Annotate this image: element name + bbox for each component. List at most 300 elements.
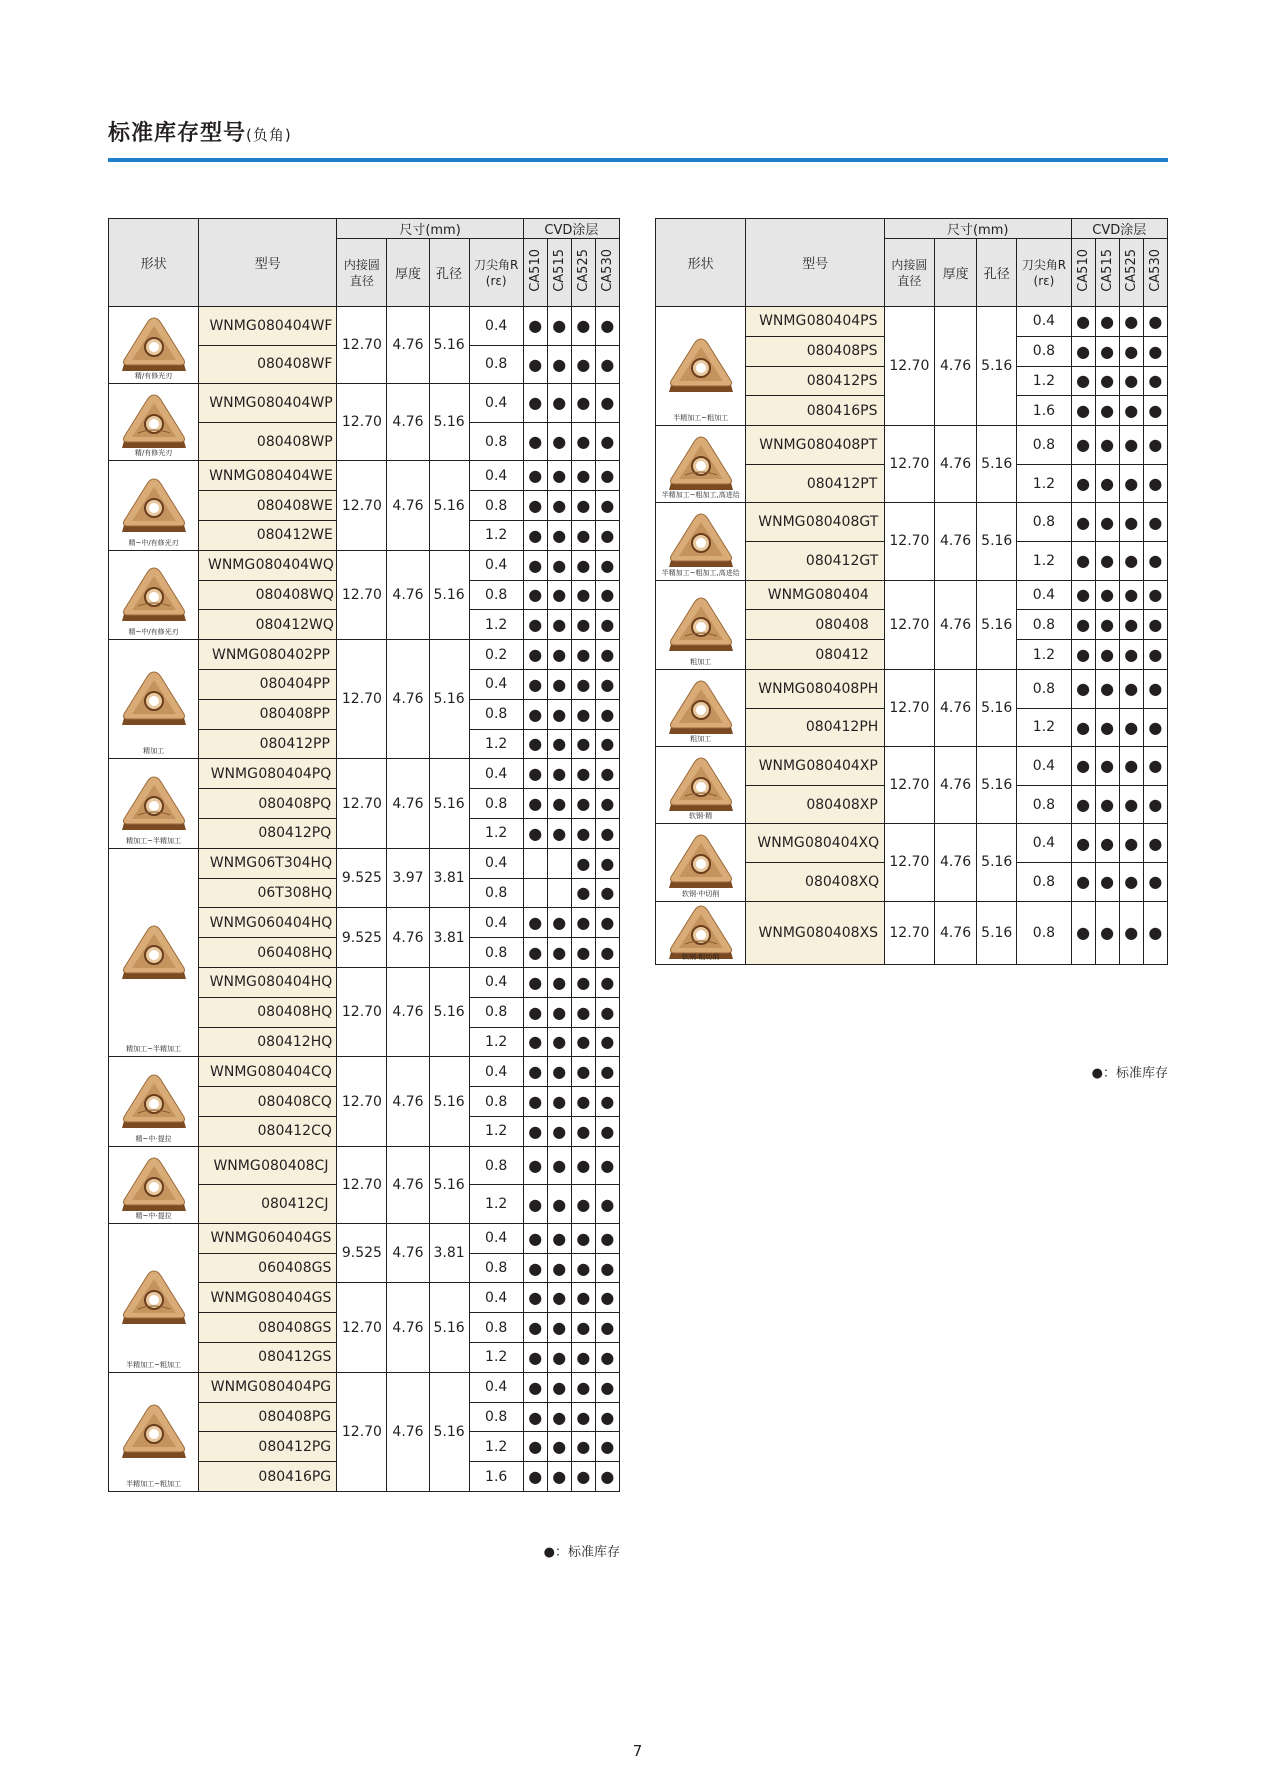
model-code: 080408GT [805, 514, 879, 531]
insert-image [114, 564, 194, 626]
model-cell [199, 1432, 337, 1462]
stock-dot: ● [571, 461, 595, 491]
corner-radius-value: 1.2 [1017, 541, 1071, 580]
stock-dot: ● [547, 1462, 571, 1492]
page-number: 7 [632, 1742, 643, 1760]
stock-dot: ● [1119, 464, 1143, 503]
model-code: 080408WP [256, 433, 333, 450]
model-code: 080404WQ [255, 557, 334, 574]
insert-shape-caption: 精~中/有修光刃 [128, 538, 179, 547]
corner-radius-value: 1.2 [1017, 366, 1071, 396]
model-code: 080404WE [256, 467, 333, 484]
stock-dot: ● [1119, 426, 1143, 465]
header-inscribed: 内接圆直径 [337, 239, 387, 307]
stock-dot: ● [1143, 336, 1167, 366]
model-cell [746, 366, 885, 396]
insert-shape-cell [109, 1146, 199, 1223]
stock-dot: ● [571, 908, 595, 938]
stock-dot: ● [1095, 396, 1119, 426]
hole-diameter-value: 5.16 [429, 1057, 469, 1146]
stock-dot: ● [547, 550, 571, 580]
corner-radius-value: 0.8 [469, 1253, 523, 1283]
stock-dot: ● [571, 1343, 595, 1373]
thickness-value: 4.76 [935, 747, 977, 824]
insert-row [109, 640, 620, 670]
model-prefix: WNMG [209, 317, 257, 334]
model-code: 080408HQ [257, 1004, 333, 1021]
insert-shape-cell [656, 307, 746, 426]
insert-shape-caption: 精~中·提拉 [135, 1211, 172, 1220]
insert-image [661, 594, 741, 656]
model-code: 080412PS [806, 372, 878, 389]
stock-empty [547, 878, 571, 908]
thickness-value: 4.76 [387, 461, 429, 550]
header-grade-ca515 [1095, 239, 1119, 307]
header-model: 型号 [199, 219, 337, 307]
model-code: 080404PG [258, 1379, 332, 1396]
insert-image [114, 1267, 194, 1329]
corner-radius-value: 1.2 [1017, 640, 1071, 670]
stock-dot: ● [1143, 640, 1167, 670]
insert-shape-caption: 半精加工~粗加工 [126, 1480, 182, 1489]
stock-dot: ● [523, 789, 547, 819]
inscribed-circle-value: 12.70 [884, 580, 934, 669]
stock-dot: ● [523, 1432, 547, 1462]
corner-radius-value: 0.8 [469, 789, 523, 819]
stock-dot: ● [571, 669, 595, 699]
insert-image [114, 1071, 194, 1133]
header-grade-ca530 [1143, 239, 1167, 307]
header-shape: 形状 [656, 219, 746, 307]
stock-dot: ● [1119, 503, 1143, 542]
stock-dot: ● [547, 1372, 571, 1402]
corner-radius-value: 1.2 [469, 520, 523, 550]
insert-shape-cell [109, 1057, 199, 1146]
stock-dot: ● [547, 759, 571, 789]
stock-dot: ● [1143, 366, 1167, 396]
stock-dot: ● [1071, 396, 1095, 426]
stock-dot: ● [595, 1372, 619, 1402]
stock-dot: ● [1071, 669, 1095, 708]
corner-radius-value: 0.8 [469, 997, 523, 1027]
thickness-value: 4.76 [935, 824, 977, 901]
header-corner-radius: 刀尖角R (rε) [1017, 239, 1071, 307]
thickness-value: 4.76 [935, 503, 977, 580]
stock-dot: ● [595, 1402, 619, 1432]
model-code: 080408WE [256, 497, 333, 514]
insert-shape-cell [109, 461, 199, 550]
stock-dot: ● [571, 729, 595, 759]
header-grade-ca525 [571, 239, 595, 307]
model-cell [199, 908, 337, 938]
grade-label: CA515 [1099, 249, 1115, 292]
stock-dot: ● [571, 789, 595, 819]
stock-dot: ● [595, 729, 619, 759]
inscribed-circle-value: 12.70 [337, 461, 387, 550]
model-cell [746, 503, 885, 542]
header-inscribed: 内接圆直径 [884, 239, 934, 307]
hole-diameter-value: 5.16 [429, 967, 469, 1056]
model-cell [199, 1027, 337, 1057]
model-cell [746, 640, 885, 670]
stock-dot: ● [1143, 610, 1167, 640]
stock-dot: ● [595, 1343, 619, 1373]
grade-label: CA530 [1147, 249, 1163, 292]
stock-empty [523, 848, 547, 878]
stock-dot: ● [595, 1462, 619, 1492]
model-cell [746, 464, 885, 503]
stock-dot: ● [523, 1313, 547, 1343]
stock-dot: ● [595, 818, 619, 848]
insert-shape-caption: 粗加工 [690, 657, 712, 666]
corner-radius-value: 0.4 [469, 759, 523, 789]
corner-radius-value: 0.4 [469, 384, 523, 423]
stock-dot: ● [1119, 862, 1143, 901]
model-prefix: WNMG [209, 974, 257, 991]
stock-dot: ● [595, 491, 619, 521]
title-subtitle: (负角) [246, 126, 292, 144]
model-cell [746, 901, 885, 964]
header-size: 尺寸(mm) [337, 219, 523, 239]
model-cell [199, 1283, 337, 1313]
model-code: 080412 [815, 646, 869, 663]
stock-dot: ● [1071, 824, 1095, 863]
corner-radius-value: 0.8 [469, 491, 523, 521]
grade-label: CA515 [551, 249, 567, 292]
stock-dot: ● [1119, 336, 1143, 366]
insert-row [109, 550, 620, 580]
model-cell [199, 848, 337, 878]
insert-shape-caption: 软钢·粗切削 [682, 952, 720, 961]
stock-dot: ● [595, 878, 619, 908]
model-cell [199, 1087, 337, 1117]
model-cell [746, 785, 885, 824]
model-code: 080408WF [257, 356, 333, 373]
insert-row [109, 1146, 620, 1185]
stock-dot: ● [523, 729, 547, 759]
stock-dot: ● [523, 580, 547, 610]
corner-radius-value: 0.4 [1017, 307, 1071, 337]
inscribed-circle-value: 12.70 [337, 1057, 387, 1146]
inscribed-circle-value: 12.70 [337, 384, 387, 461]
header-cvd-coating: CVD涂层 [1071, 219, 1167, 239]
model-prefix: WNMG [759, 313, 807, 330]
stock-dot: ● [523, 1027, 547, 1057]
stock-dot: ● [1143, 464, 1167, 503]
model-cell [746, 610, 885, 640]
model-cell [199, 1146, 337, 1185]
stock-dot: ● [523, 1146, 547, 1185]
model-cell [199, 818, 337, 848]
model-cell [199, 1223, 337, 1253]
stock-dot: ● [595, 422, 619, 461]
model-code: 080408CJ [261, 1157, 329, 1174]
stock-dot: ● [595, 1253, 619, 1283]
stock-dot: ● [1143, 708, 1167, 747]
stock-dot: ● [595, 1087, 619, 1117]
stock-dot: ● [547, 1283, 571, 1313]
stock-dot: ● [1143, 785, 1167, 824]
model-cell [199, 491, 337, 521]
hole-diameter-value: 5.16 [429, 461, 469, 550]
insert-row [656, 669, 1168, 708]
stock-dot: ● [571, 1372, 595, 1402]
model-code: 080408 [815, 616, 869, 633]
stock-dot: ● [571, 1146, 595, 1185]
insert-shape-cell [656, 580, 746, 669]
corner-radius-value: 0.8 [1017, 862, 1071, 901]
stock-dot: ● [595, 938, 619, 968]
stock-dot: ● [571, 848, 595, 878]
stock-dot: ● [571, 1462, 595, 1492]
hole-diameter-value: 5.16 [429, 550, 469, 639]
model-code: 080416PS [806, 402, 878, 419]
corner-radius-value: 0.4 [469, 1223, 523, 1253]
insert-shape-cell [109, 384, 199, 461]
corner-radius-value: 0.4 [469, 848, 523, 878]
model-code: 060408HQ [257, 944, 333, 961]
header-shape: 形状 [109, 219, 199, 307]
stock-dot: ● [571, 1116, 595, 1146]
stock-dot: ● [595, 461, 619, 491]
corner-radius-value: 1.2 [469, 1027, 523, 1057]
stock-dot: ● [595, 1116, 619, 1146]
stock-dot: ● [571, 640, 595, 670]
stock-dot: ● [1095, 336, 1119, 366]
inscribed-circle-value: 12.70 [884, 669, 934, 746]
stock-dot: ● [1143, 901, 1167, 964]
model-cell [746, 747, 885, 786]
header-grade-ca510 [523, 239, 547, 307]
header-cvd-coating: CVD涂层 [523, 219, 619, 239]
inscribed-circle-value: 12.70 [337, 1146, 387, 1223]
inscribed-circle-value: 12.70 [337, 640, 387, 759]
stock-dot: ● [1095, 824, 1119, 863]
stock-dot: ● [523, 1185, 547, 1224]
model-cell [199, 422, 337, 461]
hole-diameter-value: 5.16 [977, 307, 1017, 426]
stock-dot: ● [1071, 307, 1095, 337]
stock-dot: ● [523, 550, 547, 580]
stock-dot: ● [523, 461, 547, 491]
insert-shape-cell [656, 503, 746, 580]
model-code: 080404PQ [258, 765, 332, 782]
corner-radius-value: 0.4 [469, 908, 523, 938]
model-code: 080404 [815, 586, 869, 603]
stock-dot: ● [547, 1253, 571, 1283]
hole-diameter-value: 5.16 [429, 307, 469, 384]
corner-radius-value: 0.8 [1017, 785, 1071, 824]
insert-image [114, 475, 194, 537]
model-code: 080404CQ [257, 1063, 332, 1080]
hole-diameter-value: 5.16 [977, 669, 1017, 746]
stock-dot: ● [595, 789, 619, 819]
stock-dot: ● [547, 1223, 571, 1253]
stock-dot: ● [547, 384, 571, 423]
stock-dot: ● [547, 1402, 571, 1432]
thickness-value: 4.76 [387, 384, 429, 461]
model-cell [199, 878, 337, 908]
thickness-value: 4.76 [935, 307, 977, 426]
stock-dot: ● [523, 1253, 547, 1283]
model-code: 080408GS [258, 1319, 332, 1336]
model-cell [199, 669, 337, 699]
hole-diameter-value: 5.16 [977, 901, 1017, 964]
inscribed-circle-value: 12.70 [884, 426, 934, 503]
thickness-value: 4.76 [387, 967, 429, 1056]
insert-row [109, 1223, 620, 1253]
model-prefix: WNMG [759, 436, 807, 453]
hole-diameter-value: 5.16 [429, 759, 469, 848]
insert-image [661, 433, 741, 495]
model-code: 080408PP [259, 706, 330, 723]
stock-dot: ● [547, 669, 571, 699]
corner-radius-value: 0.8 [469, 1146, 523, 1185]
stock-dot: ● [571, 1432, 595, 1462]
model-cell [199, 789, 337, 819]
model-code: 080412PG [258, 1438, 332, 1455]
inscribed-circle-value: 12.70 [884, 747, 934, 824]
model-prefix: WNMG [758, 757, 806, 774]
model-code: 080412HQ [257, 1033, 333, 1050]
model-cell [199, 1057, 337, 1087]
stock-dot: ● [595, 580, 619, 610]
model-code: 060404GS [258, 1230, 332, 1247]
stock-dot: ● [571, 699, 595, 729]
stock-dot: ● [1095, 426, 1119, 465]
thickness-value: 4.76 [387, 1372, 429, 1491]
model-code: 080412WQ [255, 616, 334, 633]
grade-label: CA530 [599, 249, 615, 292]
hole-diameter-value: 3.81 [429, 1223, 469, 1283]
stock-dot: ● [571, 1027, 595, 1057]
stock-dot: ● [523, 967, 547, 997]
stock-dot: ● [571, 1223, 595, 1253]
stock-dot: ● [547, 1057, 571, 1087]
stock-dot: ● [523, 1057, 547, 1087]
stock-dot: ● [595, 848, 619, 878]
stock-dot: ● [547, 729, 571, 759]
hole-diameter-value: 5.16 [977, 824, 1017, 901]
insert-row [109, 461, 620, 491]
model-code: 080416PG [258, 1468, 332, 1485]
corner-radius-value: 1.2 [469, 1116, 523, 1146]
stock-dot: ● [1119, 610, 1143, 640]
insert-shape-caption: 半精加工~粗加工,高进给 [661, 491, 740, 500]
stock-dot: ● [595, 669, 619, 699]
corner-radius-value: 0.4 [1017, 580, 1071, 610]
model-prefix: WNMG [210, 1379, 259, 1396]
stock-dot: ● [1071, 503, 1095, 542]
header-grade-ca525 [1119, 239, 1143, 307]
corner-radius-value: 0.4 [469, 669, 523, 699]
stock-dot: ● [571, 307, 595, 346]
model-cell [199, 699, 337, 729]
insert-shape-cell [656, 901, 746, 964]
stock-dot: ● [1143, 503, 1167, 542]
stock-dot: ● [1119, 580, 1143, 610]
stock-dot: ● [1071, 580, 1095, 610]
page-title [108, 116, 292, 147]
grade-label: CA510 [527, 249, 543, 292]
stock-dot: ● [547, 580, 571, 610]
model-cell [746, 824, 885, 863]
corner-radius-value: 0.8 [469, 878, 523, 908]
model-code: 080412PQ [258, 825, 332, 842]
hole-diameter-value: 5.16 [977, 503, 1017, 580]
insert-image [661, 335, 741, 397]
stock-dot: ● [523, 520, 547, 550]
model-code: 080412PP [259, 735, 330, 752]
stock-dot: ● [571, 878, 595, 908]
model-code: 060408GS [258, 1260, 332, 1277]
stock-dot: ● [595, 550, 619, 580]
stock-dot: ● [547, 967, 571, 997]
model-code: 080404HQ [257, 974, 333, 991]
stock-dot: ● [571, 550, 595, 580]
stock-dot: ● [1143, 541, 1167, 580]
stock-dot: ● [1143, 747, 1167, 786]
insert-image [114, 314, 194, 376]
stock-dot: ● [523, 1116, 547, 1146]
stock-dot: ● [523, 491, 547, 521]
insert-shape-caption: 精加工 [143, 747, 165, 756]
model-prefix: WNMG [758, 680, 806, 697]
stock-dot: ● [595, 908, 619, 938]
insert-shape-caption: 精~中/有修光刃 [128, 628, 179, 637]
insert-shape-caption: 软钢·中切削 [682, 889, 720, 898]
model-prefix: WNMG [757, 835, 805, 852]
thickness-value: 4.76 [387, 1057, 429, 1146]
insert-row [656, 901, 1168, 964]
stock-dot: ● [595, 997, 619, 1027]
model-cell [199, 384, 337, 423]
inscribed-circle-value: 9.525 [337, 1223, 387, 1283]
stock-dot: ● [1095, 610, 1119, 640]
stock-dot: ● [595, 967, 619, 997]
insert-image [661, 831, 741, 893]
corner-radius-value: 0.8 [469, 1087, 523, 1117]
model-code: 080408PS [806, 343, 878, 360]
stock-dot: ● [1071, 901, 1095, 964]
model-cell [746, 336, 885, 366]
stock-dot: ● [547, 1146, 571, 1185]
corner-radius-value: 0.8 [469, 699, 523, 729]
insert-shape-caption: 精/有修光刃 [134, 449, 173, 458]
model-cell [199, 307, 337, 346]
model-cell [746, 396, 885, 426]
corner-radius-value: 0.8 [1017, 336, 1071, 366]
model-prefix: WNMG [758, 514, 806, 531]
model-cell [199, 520, 337, 550]
stock-dot: ● [523, 818, 547, 848]
thickness-value: 4.76 [387, 550, 429, 639]
stock-dot: ● [547, 422, 571, 461]
stock-dot: ● [1071, 747, 1095, 786]
model-cell [199, 967, 337, 997]
hole-diameter-value: 5.16 [977, 426, 1017, 503]
stock-dot: ● [1119, 669, 1143, 708]
stock-dot: ● [1143, 396, 1167, 426]
title-text: 标准库存型号 [108, 121, 247, 146]
model-prefix: WNMG [209, 394, 257, 411]
model-code: 080408PQ [258, 795, 332, 812]
stock-dot: ● [1071, 426, 1095, 465]
corner-radius-value: 0.8 [469, 422, 523, 461]
stock-dot: ● [523, 640, 547, 670]
inscribed-circle-value: 12.70 [337, 759, 387, 848]
hole-diameter-value: 3.81 [429, 908, 469, 968]
